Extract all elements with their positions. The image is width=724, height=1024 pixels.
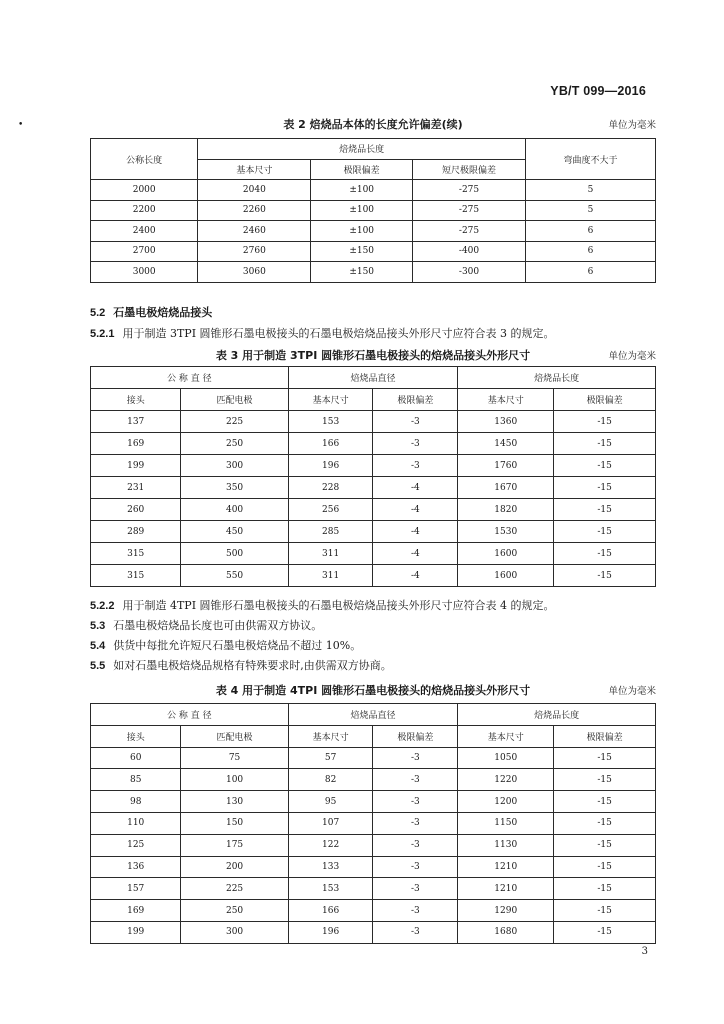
table-cell: 107 — [288, 812, 373, 834]
table-cell: 225 — [181, 878, 288, 900]
table-cell: -15 — [554, 565, 656, 587]
table-cell: 3060 — [198, 262, 311, 283]
table-cell: -3 — [373, 455, 458, 477]
table-cell: 250 — [181, 433, 288, 455]
table-cell: 315 — [91, 565, 181, 587]
table3-header-baked-diameter: 焙烧品直径 — [288, 367, 458, 389]
table-cell: -15 — [554, 499, 656, 521]
margin-mark: • — [18, 120, 24, 130]
table-cell: 1530 — [458, 521, 554, 543]
table-cell: 196 — [288, 921, 373, 943]
table-cell: 75 — [181, 747, 288, 769]
table-cell: 2260 — [198, 200, 311, 221]
table-cell: 199 — [91, 455, 181, 477]
table3-unit: 单位为毫米 — [608, 351, 656, 362]
table-cell: 1130 — [458, 834, 554, 856]
table-row — [91, 433, 656, 455]
paragraph-5-2-2 — [90, 597, 555, 613]
table-cell: -4 — [373, 543, 458, 565]
table4 — [90, 703, 656, 944]
section-title: 石墨电极焙烧品接头 — [113, 306, 213, 319]
paragraph-text: 如对石墨电极焙烧品规格有特殊要求时,由供需双方协商。 — [113, 659, 392, 672]
table-cell: 300 — [181, 455, 288, 477]
table3-header-limit-dev: 极限偏差 — [373, 389, 458, 411]
table-row — [91, 499, 656, 521]
table-cell: ±100 — [311, 221, 413, 242]
table3-header-joint: 接头 — [91, 389, 181, 411]
table-cell: 285 — [288, 521, 373, 543]
table-cell: -15 — [554, 455, 656, 477]
table4-header-baked-diameter: 焙烧品直径 — [288, 704, 458, 726]
table-cell: -4 — [373, 477, 458, 499]
table-cell: -15 — [554, 477, 656, 499]
table-cell: 1290 — [458, 900, 554, 922]
table-cell: 1450 — [458, 433, 554, 455]
table-cell: 400 — [181, 499, 288, 521]
standard-code: YB/T 099—2016 — [550, 84, 646, 98]
table-cell: -400 — [413, 241, 526, 262]
table4-caption-row — [90, 680, 656, 698]
table-row — [91, 241, 656, 262]
table-cell: -3 — [373, 411, 458, 433]
table-cell: -15 — [554, 856, 656, 878]
table-cell: 1760 — [458, 455, 554, 477]
table-cell: 231 — [91, 477, 181, 499]
table4-header-nominal-diameter: 公 称 直 径 — [91, 704, 289, 726]
paragraph-text: 用于制造 3TPI 圆锥形石墨电极接头的石墨电极焙烧品接头外形尺寸应符合表 3 的规定。 — [122, 327, 555, 340]
table-row — [91, 200, 656, 221]
table-row — [91, 769, 656, 791]
table3-caption: 表 3 用于制造 3TPI 圆锥形石墨电极接头的焙烧品接头外形尺寸 — [215, 349, 531, 362]
table-cell: 200 — [181, 856, 288, 878]
paragraph-5-5 — [90, 657, 392, 673]
table2-header-nominal-length: 公称长度 — [91, 139, 198, 180]
table3-header-limit-dev-2: 极限偏差 — [554, 389, 656, 411]
table-cell: 228 — [288, 477, 373, 499]
table-cell: -15 — [554, 747, 656, 769]
table-cell: 1600 — [458, 543, 554, 565]
table4-header-baked-length: 焙烧品长度 — [458, 704, 656, 726]
table-cell: -275 — [413, 200, 526, 221]
table-cell: 136 — [91, 856, 181, 878]
table-cell: 6 — [526, 241, 656, 262]
table-cell: 250 — [181, 900, 288, 922]
paragraph-number: 5.3 — [90, 620, 106, 632]
table-cell: -15 — [554, 521, 656, 543]
table-cell: 130 — [181, 791, 288, 813]
table-cell: 311 — [288, 565, 373, 587]
table-row — [91, 856, 656, 878]
paragraph-5-3 — [90, 617, 322, 633]
table-row — [91, 543, 656, 565]
table-cell: ±100 — [311, 180, 413, 201]
table-cell: -4 — [373, 521, 458, 543]
table-row — [91, 921, 656, 943]
table-cell: -15 — [554, 769, 656, 791]
table-cell: -3 — [373, 747, 458, 769]
table3-caption-row — [90, 345, 656, 363]
table-cell: 450 — [181, 521, 288, 543]
table2-header-group: 焙烧品长度 — [198, 139, 526, 160]
paragraph-number: 5.2.2 — [90, 600, 115, 612]
table-cell: -15 — [554, 812, 656, 834]
table2-header-basic-size: 基本尺寸 — [198, 159, 311, 180]
table2-header-bend: 弯曲度不大于 — [526, 139, 656, 180]
table-cell: ±100 — [311, 200, 413, 221]
table-cell: -15 — [554, 433, 656, 455]
table-cell: 153 — [288, 411, 373, 433]
table-cell: 166 — [288, 900, 373, 922]
table-row — [91, 878, 656, 900]
table-row — [91, 477, 656, 499]
table-cell: 1670 — [458, 477, 554, 499]
table-row — [91, 262, 656, 283]
table-cell: 350 — [181, 477, 288, 499]
table-cell: ±150 — [311, 241, 413, 262]
table-cell: 199 — [91, 921, 181, 943]
table4-header-basic-size: 基本尺寸 — [288, 725, 373, 747]
table-cell: 500 — [181, 543, 288, 565]
table4-block — [90, 680, 656, 944]
table-cell: ±150 — [311, 262, 413, 283]
table-cell: 157 — [91, 878, 181, 900]
table-row — [91, 180, 656, 201]
table3-block — [90, 345, 656, 587]
table-cell: 1680 — [458, 921, 554, 943]
table-cell: 300 — [181, 921, 288, 943]
table2-caption-row — [90, 114, 656, 132]
table3-header-nominal-diameter: 公 称 直 径 — [91, 367, 289, 389]
table-cell: 5 — [526, 200, 656, 221]
table-cell: 1050 — [458, 747, 554, 769]
table2-header-limit-dev: 极限偏差 — [311, 159, 413, 180]
table-cell: 2200 — [91, 200, 198, 221]
table-cell: 82 — [288, 769, 373, 791]
table2-unit: 单位为毫米 — [608, 120, 656, 131]
table3 — [90, 366, 656, 587]
table4-header-joint: 接头 — [91, 725, 181, 747]
table-cell: 137 — [91, 411, 181, 433]
paragraph-number: 5.4 — [90, 640, 106, 652]
table3-header-basic-size-2: 基本尺寸 — [458, 389, 554, 411]
paragraph-text: 用于制造 4TPI 圆锥形石墨电极接头的石墨电极焙烧品接头外形尺寸应符合表 4 的规定。 — [122, 599, 555, 612]
table-cell: -4 — [373, 499, 458, 521]
table-cell: -300 — [413, 262, 526, 283]
table-cell: 57 — [288, 747, 373, 769]
table-cell: 5 — [526, 180, 656, 201]
table-cell: 2700 — [91, 241, 198, 262]
table-cell: -3 — [373, 878, 458, 900]
table4-unit: 单位为毫米 — [608, 686, 656, 697]
table2-block — [90, 114, 656, 283]
table-row — [91, 521, 656, 543]
table-cell: 1210 — [458, 878, 554, 900]
table-row — [91, 834, 656, 856]
table-cell: -15 — [554, 834, 656, 856]
table-cell: 196 — [288, 455, 373, 477]
paragraph-text: 供货中每批允许短尺石墨电极焙烧品不超过 10%。 — [113, 639, 362, 652]
table-cell: -3 — [373, 834, 458, 856]
paragraph-number: 5.2.1 — [90, 328, 115, 340]
paragraph-number: 5.5 — [90, 660, 106, 672]
table-cell: 256 — [288, 499, 373, 521]
table-cell: 169 — [91, 900, 181, 922]
table-cell: -3 — [373, 769, 458, 791]
table-cell: 60 — [91, 747, 181, 769]
table-row — [91, 812, 656, 834]
table-cell: 1200 — [458, 791, 554, 813]
table3-header-basic-size: 基本尺寸 — [288, 389, 373, 411]
table-cell: 315 — [91, 543, 181, 565]
table-cell: 2400 — [91, 221, 198, 242]
table-cell: 6 — [526, 221, 656, 242]
table-row — [91, 747, 656, 769]
table-row — [91, 411, 656, 433]
table-cell: -15 — [554, 543, 656, 565]
table-cell: 1220 — [458, 769, 554, 791]
table-cell: 2760 — [198, 241, 311, 262]
table-cell: 2460 — [198, 221, 311, 242]
table2-caption: 表 2 焙烧品本体的长度允许偏差(续) — [283, 118, 463, 131]
table-cell: -3 — [373, 856, 458, 878]
table-row — [91, 565, 656, 587]
table-cell: 169 — [91, 433, 181, 455]
table-cell: 2040 — [198, 180, 311, 201]
table-cell: 85 — [91, 769, 181, 791]
table-cell: 175 — [181, 834, 288, 856]
section-5-2 — [90, 304, 212, 320]
table-cell: 550 — [181, 565, 288, 587]
table-cell: -275 — [413, 180, 526, 201]
table-cell: -3 — [373, 900, 458, 922]
table-cell: -3 — [373, 921, 458, 943]
table-row — [91, 455, 656, 477]
section-number: 5.2 — [90, 307, 106, 319]
table-cell: -15 — [554, 411, 656, 433]
table-row — [91, 221, 656, 242]
table-cell: -3 — [373, 433, 458, 455]
table-cell: 133 — [288, 856, 373, 878]
table-cell: 260 — [91, 499, 181, 521]
table-cell: 95 — [288, 791, 373, 813]
table-cell: -275 — [413, 221, 526, 242]
table-cell: 98 — [91, 791, 181, 813]
table2-header-short-limit-dev: 短尺极限偏差 — [413, 159, 526, 180]
table-cell: 125 — [91, 834, 181, 856]
table-cell: 1600 — [458, 565, 554, 587]
table-cell: 1210 — [458, 856, 554, 878]
table-cell: 1820 — [458, 499, 554, 521]
table-cell: 100 — [181, 769, 288, 791]
table-cell: 153 — [288, 878, 373, 900]
table4-header-electrode: 匹配电极 — [181, 725, 288, 747]
table-row — [91, 900, 656, 922]
table-cell: 289 — [91, 521, 181, 543]
paragraph-5-2-1 — [90, 325, 555, 341]
page-number: 3 — [641, 946, 648, 957]
table-cell: -4 — [373, 565, 458, 587]
table4-caption: 表 4 用于制造 4TPI 圆锥形石墨电极接头的焙烧品接头外形尺寸 — [215, 684, 531, 697]
table-cell: 122 — [288, 834, 373, 856]
table-cell: -15 — [554, 921, 656, 943]
table4-header-limit-dev-2: 极限偏差 — [554, 725, 656, 747]
paragraph-text: 石墨电极焙烧品长度也可由供需双方协议。 — [113, 619, 323, 632]
table4-header-limit-dev: 极限偏差 — [373, 725, 458, 747]
table-cell: 110 — [91, 812, 181, 834]
table-cell: 150 — [181, 812, 288, 834]
table-cell: 166 — [288, 433, 373, 455]
table2 — [90, 138, 656, 283]
table-row — [91, 791, 656, 813]
table-cell: 1360 — [458, 411, 554, 433]
table-cell: -3 — [373, 812, 458, 834]
table-cell: -15 — [554, 791, 656, 813]
table3-header-baked-length: 焙烧品长度 — [458, 367, 656, 389]
table-cell: 311 — [288, 543, 373, 565]
paragraph-5-4 — [90, 637, 361, 653]
table4-header-basic-size-2: 基本尺寸 — [458, 725, 554, 747]
table-cell: -3 — [373, 791, 458, 813]
table-cell: 6 — [526, 262, 656, 283]
table-cell: -15 — [554, 900, 656, 922]
table3-header-electrode: 匹配电极 — [181, 389, 288, 411]
table-cell: 225 — [181, 411, 288, 433]
table-cell: -15 — [554, 878, 656, 900]
table-cell: 3000 — [91, 262, 198, 283]
table-cell: 1150 — [458, 812, 554, 834]
table-cell: 2000 — [91, 180, 198, 201]
